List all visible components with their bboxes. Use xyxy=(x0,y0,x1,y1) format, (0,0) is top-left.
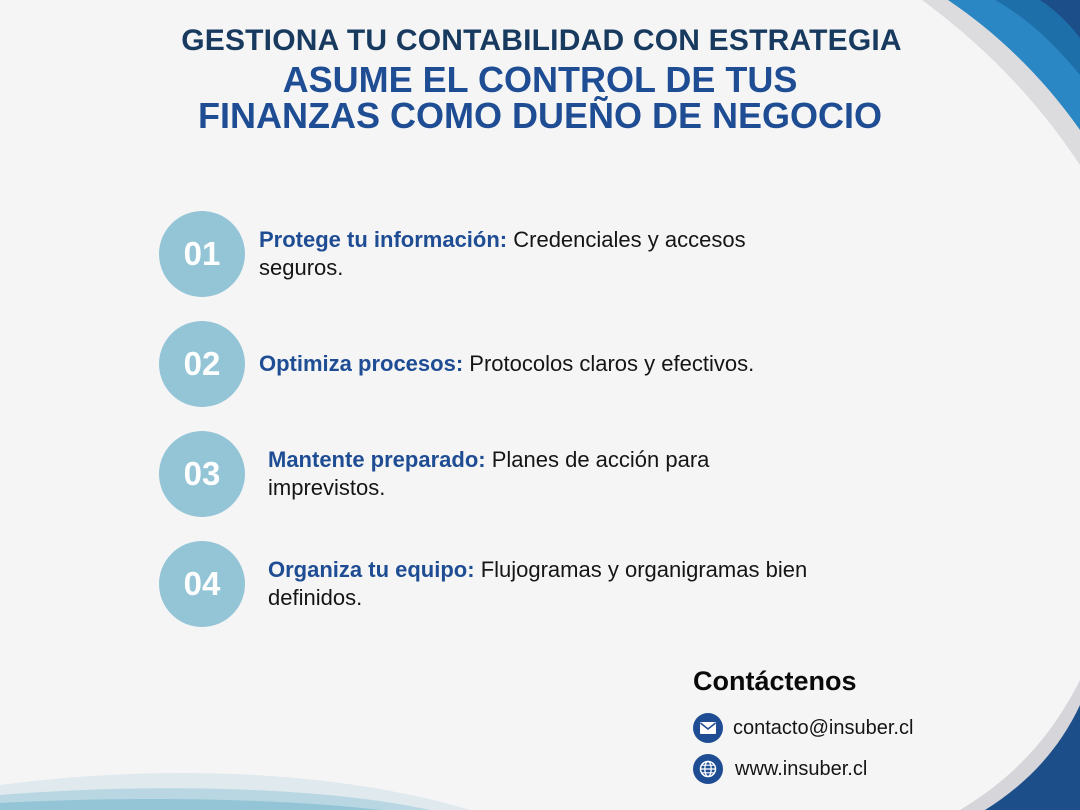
item-description xyxy=(259,211,799,297)
item-description xyxy=(259,321,799,407)
envelope-icon xyxy=(693,713,723,743)
kicker-title: GESTIONA TU CONTABILIDAD CON ESTRATEGIA xyxy=(181,24,902,57)
list-item xyxy=(159,431,859,517)
headline-line-1: ASUME EL CONTROL DE TUS xyxy=(282,59,798,100)
list-item xyxy=(159,321,859,407)
list-item xyxy=(159,211,859,297)
item-description xyxy=(268,541,848,627)
contact-website[interactable] xyxy=(693,754,867,784)
number-badge: 02 xyxy=(159,321,245,407)
number-badge: 03 xyxy=(159,431,245,517)
headline xyxy=(0,59,1080,136)
number-badge: 04 xyxy=(159,541,245,627)
number-badge: 01 xyxy=(159,211,245,297)
item-text: Credenciales y accesos seguros. xyxy=(259,227,746,280)
item-description xyxy=(268,431,768,517)
contact-email[interactable] xyxy=(693,713,913,743)
item-lead: Protege tu información: xyxy=(259,227,508,252)
email-link[interactable]: contacto@insuber.cl xyxy=(733,716,914,739)
item-lead: Mantente preparado: xyxy=(268,447,486,472)
headline-line-2: FINANZAS COMO DUEÑO DE NEGOCIO xyxy=(197,95,883,136)
item-lead: Organiza tu equipo: xyxy=(268,557,475,582)
contact-title: Contáctenos xyxy=(693,666,857,696)
item-text: Flujogramas y organigramas bien definidos. xyxy=(268,557,808,610)
website-link[interactable]: www.insuber.cl xyxy=(735,757,868,780)
item-text: Planes de acción para imprevistos. xyxy=(268,447,710,500)
globe-icon xyxy=(693,754,723,784)
list-item xyxy=(159,541,859,627)
item-text: Protocolos claros y efectivos. xyxy=(469,351,755,376)
item-lead: Optimiza procesos: xyxy=(259,351,464,376)
